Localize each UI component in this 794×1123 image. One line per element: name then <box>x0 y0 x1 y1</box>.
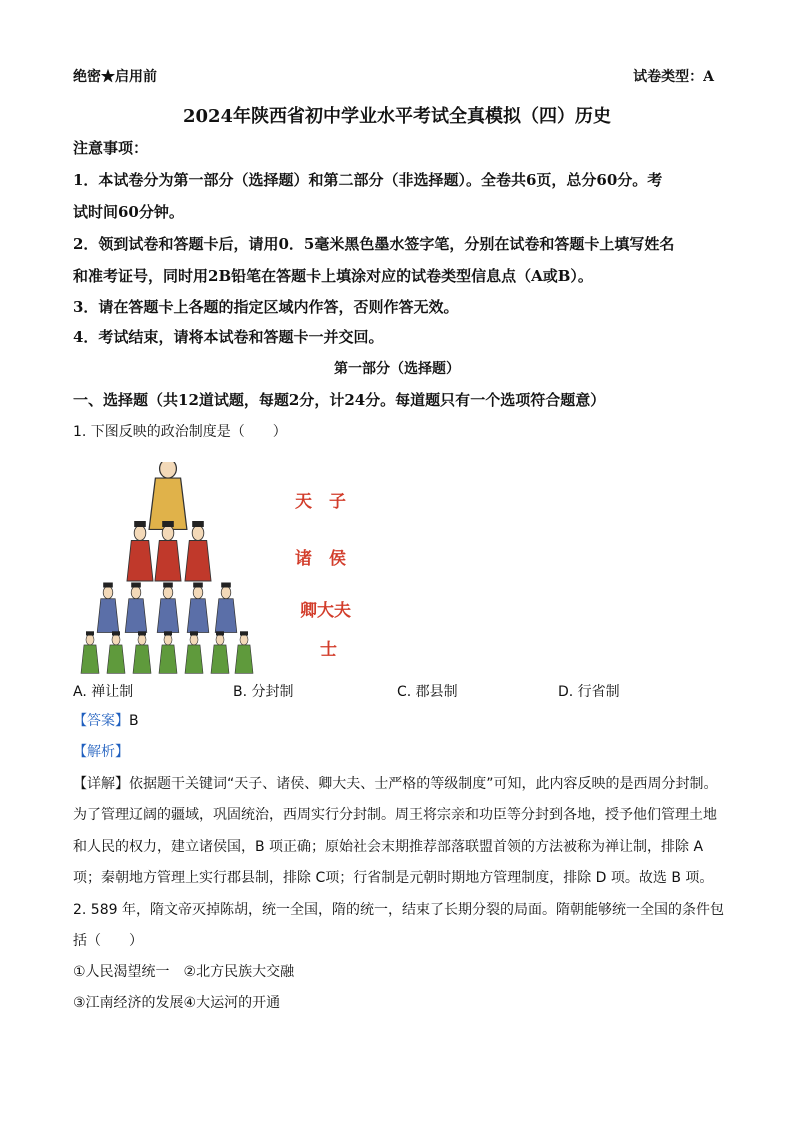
confidential-label: 绝密★启用前 <box>73 69 157 85</box>
answer-value: B <box>129 713 139 729</box>
q1-option-c: C. 郡县制 <box>397 684 458 700</box>
q2-option-line-1: ①人民渴望统一 ②北方民族大交融 <box>73 964 295 980</box>
paper-type-label: 试卷类型：A <box>633 69 714 85</box>
notice-4: 4．考试结束，请将本试卷和答题卡一并交回。 <box>73 328 384 346</box>
answer-tag: 【答案】 <box>73 713 129 729</box>
detail-text-1: 依据题干关键词“天子、诸侯、卿大夫、士严格的等级制度”可知，此内容反映的是西周分封制。 <box>129 776 718 792</box>
detail-tag: 【详解】 <box>73 776 129 792</box>
label-qingdafu: 卿大夫 <box>300 601 351 621</box>
label-tianzi: 天 子 <box>295 492 346 512</box>
label-zhuhou: 诸 侯 <box>295 549 346 569</box>
shi-figures <box>81 631 253 673</box>
q1-detail-1 <box>73 774 718 794</box>
q2-option-line-2: ③江南经济的发展④大运河的开通 <box>73 995 281 1011</box>
notice-1a: 1．本试卷分为第一部分（选择题）和第二部分（非选择题）。全卷共6页，总分60分。考 <box>73 171 663 189</box>
q1-answer <box>73 711 139 731</box>
q1-option-d: D. 行省制 <box>558 684 620 700</box>
label-shi: 士 <box>320 640 337 660</box>
qingdafu-figures <box>97 583 237 633</box>
tianzi-figure <box>149 462 187 529</box>
q1-detail-2: 为了管理辽阔的疆域，巩固统治，西周实行分封制。周王将宗亲和功臣等分封到各地，授予他们管理土地 <box>73 807 717 823</box>
q2-stem-2: 括（ ） <box>73 933 143 949</box>
notice-2b: 和准考证号，同时用2B铅笔在答题卡上填涂对应的试卷类型信息点（A或B）。 <box>73 267 593 285</box>
q1-option-a: A. 禅让制 <box>73 684 134 700</box>
q1-option-b: B. 分封制 <box>233 684 294 700</box>
notice-1b: 试时间60分钟。 <box>73 203 184 221</box>
q1-stem: 1. 下图反映的政治制度是（ ） <box>73 424 287 440</box>
q1-detail-3: 和人民的权力，建立诸侯国，B 项正确；原始社会末期推荐部落联盟首领的方法被称为禅让制，排除 A <box>73 839 704 855</box>
exam-title: 2024年陕西省初中学业水平考试全真模拟（四）历史 <box>182 106 612 127</box>
part-title: 第一部分（选择题） <box>334 361 460 377</box>
q2-stem-1: 2. 589 年，隋文帝灭掉陈胡，统一全国，隋的统一，结束了长期分裂的局面。隋朝能够统一全国的条件包 <box>73 902 724 918</box>
notice-heading: 注意事项： <box>73 139 149 157</box>
section-title: 一、选择题（共12道试题，每题2分，计24分。每道题只有一个选项符合题意） <box>73 391 606 409</box>
analysis-tag: 【解析】 <box>73 744 129 760</box>
notice-2a: 2．领到试卷和答题卡后，请用0．5毫米黑色墨水签字笔，分别在试卷和答题卡上填写姓名 <box>73 235 675 253</box>
q1-detail-4: 项；秦朝地方管理上实行郡县制，排除 C项；行省制是元朝时期地方管理制度，排除 D 项。故选 B 项。 <box>73 870 714 886</box>
notice-3: 3．请在答题卡上各题的指定区域内作答，否则作答无效。 <box>73 298 459 316</box>
zhuhou-figures <box>127 521 211 581</box>
hierarchy-pyramid-figure <box>80 462 380 677</box>
